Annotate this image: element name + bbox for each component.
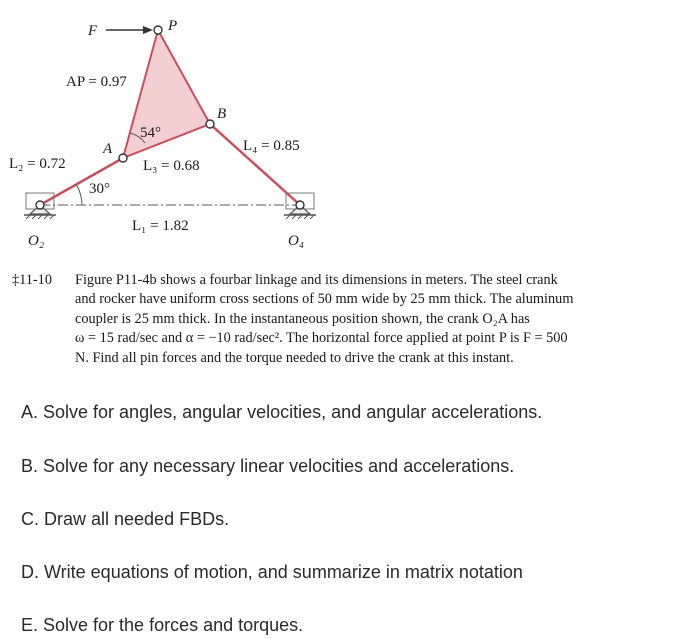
point-b-label: B — [217, 106, 227, 122]
task-c: C. Draw all needed FBDs. — [21, 509, 230, 529]
force-arrow — [106, 26, 153, 34]
ground-pivot-o2 — [24, 193, 56, 219]
l4-label: L₄ = 0.85 — [243, 138, 300, 154]
angle-30-arc — [76, 184, 82, 205]
problem-line: Figure P11-4b shows a fourbar linkage and its dimensions in meters. The steel crank — [75, 272, 558, 288]
ap-label: AP = 0.97 — [66, 74, 127, 90]
point-p — [154, 26, 162, 34]
problem-line: coupler is 25 mm thick. In the instantaneous position shown, the crank O₂A has — [75, 310, 530, 327]
problem-line: and rocker have uniform cross sections of 50 mm wide by 25 mm thick. The aluminum — [75, 291, 574, 308]
task-e: E. Solve for the forces and torques. — [21, 615, 304, 635]
point-p-label: P — [168, 18, 178, 34]
pin-b — [206, 120, 214, 128]
problem-line: N. Find all pin forces and the torque needed to drive the crank at this instant. — [75, 349, 514, 366]
angle-30-label: 30° — [89, 181, 110, 197]
l3-label: L₃ = 0.68 — [143, 158, 200, 174]
l2-label: L₂ = 0.72 — [9, 156, 66, 172]
o2-label: O₂ — [28, 233, 45, 249]
o4-label: O₄ — [288, 233, 305, 249]
coupler-triangle — [123, 30, 210, 158]
ground-pivot-o4 — [284, 193, 316, 219]
angle-54-label: 54° — [140, 125, 161, 141]
pin-a — [119, 154, 127, 162]
task-a: A. Solve for angles, angular velocities, and angular accelerations. — [21, 402, 543, 422]
task-b: B. Solve for any necessary linear velocities and accelerations. — [21, 456, 515, 476]
l1-label: L₁ = 1.82 — [132, 218, 189, 234]
linkage-figure — [0, 0, 687, 265]
problem-number: ‡11-10 — [12, 272, 52, 288]
force-label: F — [88, 23, 98, 39]
task-d: D. Write equations of motion, and summarize in matrix notation — [21, 562, 523, 582]
problem-text — [75, 271, 673, 368]
point-a-label: A — [103, 141, 113, 157]
problem-line: ω = 15 rad/sec and α = −10 rad/sec². The horizontal force applied at point P is F = 500 — [75, 330, 568, 347]
linkage-diagram — [0, 0, 687, 265]
